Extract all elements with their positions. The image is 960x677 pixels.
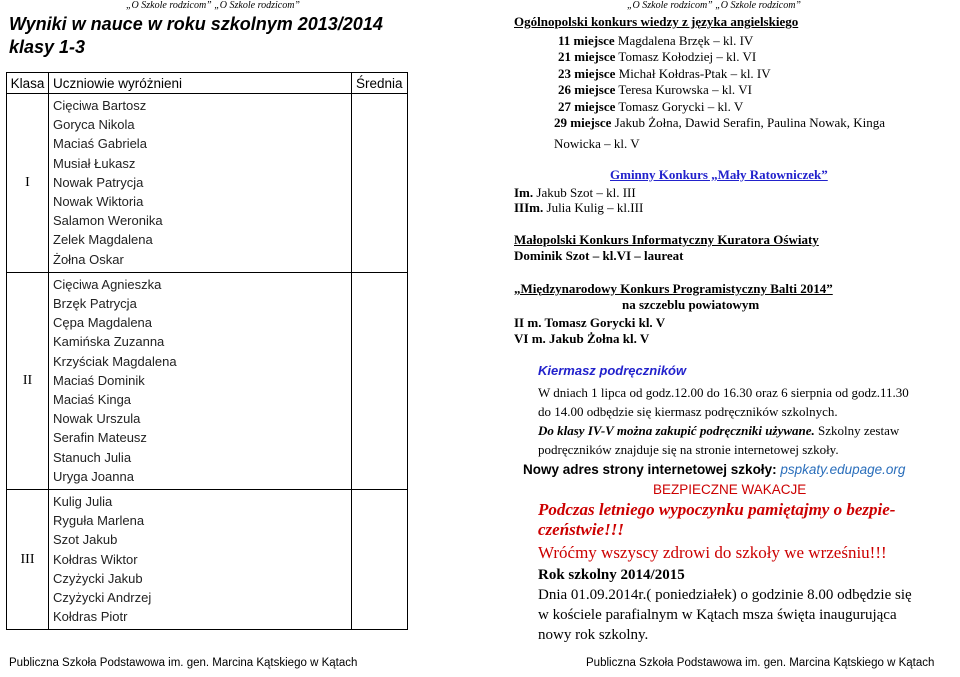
class-label: I (7, 94, 49, 272)
student-name: Kołdras Piotr (53, 609, 128, 625)
footer-left: Publiczna Szkoła Podstawowa im. gen. Marcina Kątskiego w Kątach (9, 657, 358, 669)
english-contest-heading: Ogólnopolski konkurs wiedzy z języka angielskiego (514, 14, 799, 29)
informatyczny-winner: Dominik Szot – kl.VI – laureat (514, 248, 684, 263)
average-cell (352, 490, 407, 629)
student-name: Musiał Łukasz (53, 155, 136, 171)
student-name: Stanuch Julia (53, 449, 132, 465)
student-name: Goryca Nikola (53, 117, 135, 133)
english-result-line: 29 miejsce Jakub Żołna, Dawid Serafin, Paulina Nowak, Kinga (554, 115, 886, 130)
ratowniczek-result-line: IIIm. Julia Kulig – kl.III (514, 200, 644, 215)
student-name: Cięciwa Bartosz (53, 98, 147, 113)
safety-heading: BEZPIECZNE WAKACJE (653, 482, 807, 497)
table-header-row (7, 73, 407, 94)
english-result-line: 21 miejsce Tomasz Kołodziej – kl. VI (558, 49, 757, 64)
student-name: Szot Jakub (53, 532, 118, 548)
student-name: Czyżycki Andrzej (53, 590, 152, 606)
student-list (49, 490, 352, 629)
website-line: Nowy adres strony internetowej szkoły: pspkaty.edupage.org (523, 462, 906, 477)
student-name: Czyżycki Jakub (53, 570, 143, 586)
student-list (49, 94, 352, 272)
student-name: Nowak Wiktoria (53, 194, 144, 210)
student-name: Brzęk Patrycja (53, 296, 137, 312)
kiermasz-line-3: Do klasy IV-V można zakupić podręczniki używane. Szkolny zestaw (538, 423, 900, 438)
student-name: Kamińska Zuzanna (53, 334, 165, 350)
title-line-2: klasy 1-3 (9, 37, 86, 57)
student-name: Ryguła Marlena (53, 513, 145, 529)
footer-right: Publiczna Szkoła Podstawowa im. gen. Marcina Kątskiego w Kątach (586, 657, 935, 669)
ratowniczek-heading: Gminny Konkurs „Mały Ratowniczek” (610, 167, 828, 182)
class-label: II (7, 273, 49, 489)
column-header-srednia: Średnia (356, 75, 403, 91)
balti-line-2: VI m. Jakub Żołna kl. V (514, 331, 650, 346)
student-name: Cięciwa Agnieszka (53, 276, 162, 292)
student-name: Nowak Patrycja (53, 174, 144, 190)
column-header-klasa: Klasa (7, 73, 49, 93)
school-year-line-2: w kościele parafialnym w Kątach msza święta inaugurująca (538, 607, 897, 623)
english-result-line: 23 miejsce Michał Kołdras-Ptak – kl. IV (558, 66, 771, 81)
safety-line-3: Wróćmy wszyscy zdrowi do szkoły we wrześniu!!! (538, 543, 887, 562)
student-name: Krzyściak Magdalena (53, 353, 177, 369)
english-continuation: Nowicka – kl. V (554, 136, 640, 151)
student-name: Uryga Joanna (53, 468, 134, 484)
kiermasz-line-1: W dniach 1 lipca od godz.12.00 do 16.30 oraz 6 sierpnia od godz.11.30 (538, 385, 909, 400)
kiermasz-line-2: do 14.00 odbędzie się kiermasz podręczników szkolnych. (538, 404, 838, 419)
student-name: Nowak Urszula (53, 411, 141, 427)
title-line-1: Wyniki w nauce w roku szkolnym 2013/2014 (9, 14, 383, 34)
informatyczny-heading: Małopolski Konkurs Informatyczny Kuratora Oświaty (514, 232, 819, 247)
english-result-line: 27 miejsce Tomasz Gorycki – kl. V (558, 99, 744, 114)
kiermasz-heading: Kiermasz podręczników (538, 363, 687, 378)
english-result-line: 26 miejsce Teresa Kurowska – kl. VI (558, 82, 752, 97)
ratowniczek-result-line: Im. Jakub Szot – kl. III (514, 185, 636, 200)
safety-line-2: czeństwie!!! (538, 520, 624, 539)
safety-line-1: Podczas letniego wypoczynku pamiętajmy o bezpie- (538, 500, 896, 519)
column-header-uczniowie: Uczniowie wyróżnieni (49, 73, 352, 93)
student-name: Serafin Mateusz (53, 430, 147, 446)
honors-table (6, 72, 408, 630)
class-group-row (7, 273, 407, 490)
website-link[interactable]: pspkaty.edupage.org (780, 462, 906, 477)
student-name: Kulig Julia (53, 494, 113, 510)
school-year-line-3: nowy rok szkolny. (538, 627, 649, 643)
balti-heading: „Międzynarodowy Konkurs Programistyczny Balti 2014” (514, 281, 833, 296)
student-list (49, 273, 352, 489)
student-name: Maciaś Kinga (53, 392, 132, 408)
kiermasz-line-4: podręczników znajduje się na stronie internetowej szkoły. (538, 442, 839, 457)
student-name: Żołna Oskar (53, 251, 124, 267)
page-title (9, 13, 383, 59)
class-group-row (7, 490, 407, 629)
class-label: III (7, 490, 49, 629)
student-name: Kołdras Wiktor (53, 551, 138, 567)
average-cell (352, 273, 407, 489)
school-year-heading: Rok szkolny 2014/2015 (538, 567, 685, 583)
school-year-line-1: Dnia 01.09.2014r.( poniedziałek) o godzinie 8.00 odbędzie się (538, 587, 912, 603)
student-name: Cępa Magdalena (53, 315, 153, 331)
average-cell (352, 94, 407, 272)
balti-subheading: na szczeblu powiatowym (622, 297, 760, 312)
student-name: Maciaś Dominik (53, 372, 145, 388)
class-group-row (7, 94, 407, 273)
header-right: „O Szkole rodzicom” „O Szkole rodzicom” (627, 0, 801, 11)
student-name: Maciaś Gabriela (53, 136, 147, 152)
student-name: Salamon Weronika (53, 213, 163, 229)
header-left: „O Szkole rodzicom” „O Szkole rodzicom” (126, 0, 300, 11)
english-result-line: 11 miejsce Magdalena Brzęk – kl. IV (558, 33, 754, 48)
balti-line-1: II m. Tomasz Gorycki kl. V (514, 315, 666, 330)
student-name: Zelek Magdalena (53, 232, 153, 248)
